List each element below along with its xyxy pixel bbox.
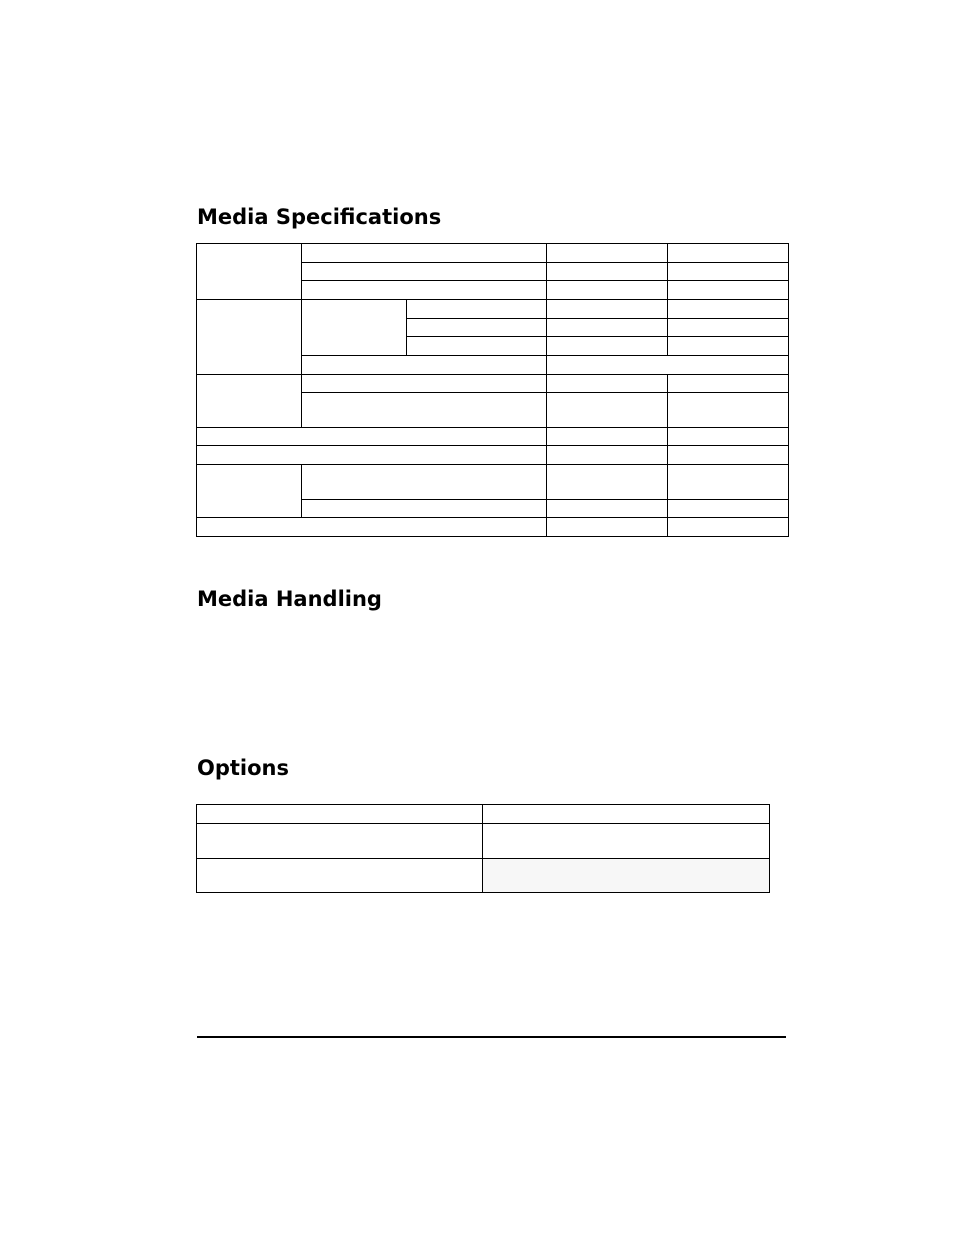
table-cell — [668, 319, 789, 337]
table-cell — [668, 263, 789, 281]
table-cell — [302, 263, 547, 281]
table-cell — [197, 805, 483, 824]
table-cell — [302, 393, 547, 428]
table-cell — [407, 337, 547, 356]
table-cell — [668, 300, 789, 319]
options-heading: Options — [197, 756, 289, 780]
table-cell — [668, 281, 789, 300]
table-cell — [483, 824, 770, 859]
table-cell — [197, 428, 547, 446]
table-cell — [197, 465, 302, 518]
table-cell — [302, 244, 547, 263]
table-cell — [668, 393, 789, 428]
table-cell — [547, 281, 668, 300]
table-row — [197, 824, 770, 859]
table-cell — [668, 465, 789, 500]
table-cell — [197, 824, 483, 859]
table-row — [197, 805, 770, 824]
table-row — [197, 446, 789, 465]
table-cell — [197, 244, 302, 300]
table-row — [197, 300, 789, 319]
table-row — [197, 244, 789, 263]
table-cell — [668, 446, 789, 465]
table-cell — [547, 319, 668, 337]
table-cell — [302, 375, 547, 393]
table-cell — [302, 300, 407, 356]
table-cell — [668, 375, 789, 393]
table-cell — [407, 300, 547, 319]
table-cell — [302, 500, 547, 518]
table-cell — [547, 300, 668, 319]
table-cell — [302, 356, 547, 375]
table-cell — [547, 428, 668, 446]
table-cell — [197, 375, 302, 428]
table-row — [197, 375, 789, 393]
table-cell — [197, 446, 547, 465]
media-specifications-table — [196, 243, 789, 537]
table-cell — [547, 465, 668, 500]
table-cell — [547, 356, 789, 375]
media-specifications-heading: Media Specifications — [197, 205, 442, 229]
table-cell — [547, 500, 668, 518]
media-handling-heading: Media Handling — [197, 587, 382, 611]
table-row — [197, 428, 789, 446]
table-cell — [668, 244, 789, 263]
table-cell — [407, 319, 547, 337]
table-cell — [668, 337, 789, 356]
table-cell — [197, 859, 483, 893]
table-cell — [668, 500, 789, 518]
table-cell — [547, 375, 668, 393]
table-cell — [547, 337, 668, 356]
table-row — [197, 518, 789, 537]
table-row — [197, 859, 770, 893]
table-cell — [197, 300, 302, 375]
table-row — [197, 465, 789, 500]
table-cell — [547, 393, 668, 428]
table-cell — [547, 244, 668, 263]
table-cell — [547, 518, 668, 537]
footer-rule — [197, 1036, 786, 1038]
table-cell — [302, 465, 547, 500]
table-cell — [197, 518, 547, 537]
table-cell — [668, 428, 789, 446]
table-cell — [547, 263, 668, 281]
options-table — [196, 804, 770, 893]
table-cell — [547, 446, 668, 465]
table-cell — [483, 805, 770, 824]
table-cell — [483, 859, 770, 893]
table-cell — [302, 281, 547, 300]
table-cell — [668, 518, 789, 537]
